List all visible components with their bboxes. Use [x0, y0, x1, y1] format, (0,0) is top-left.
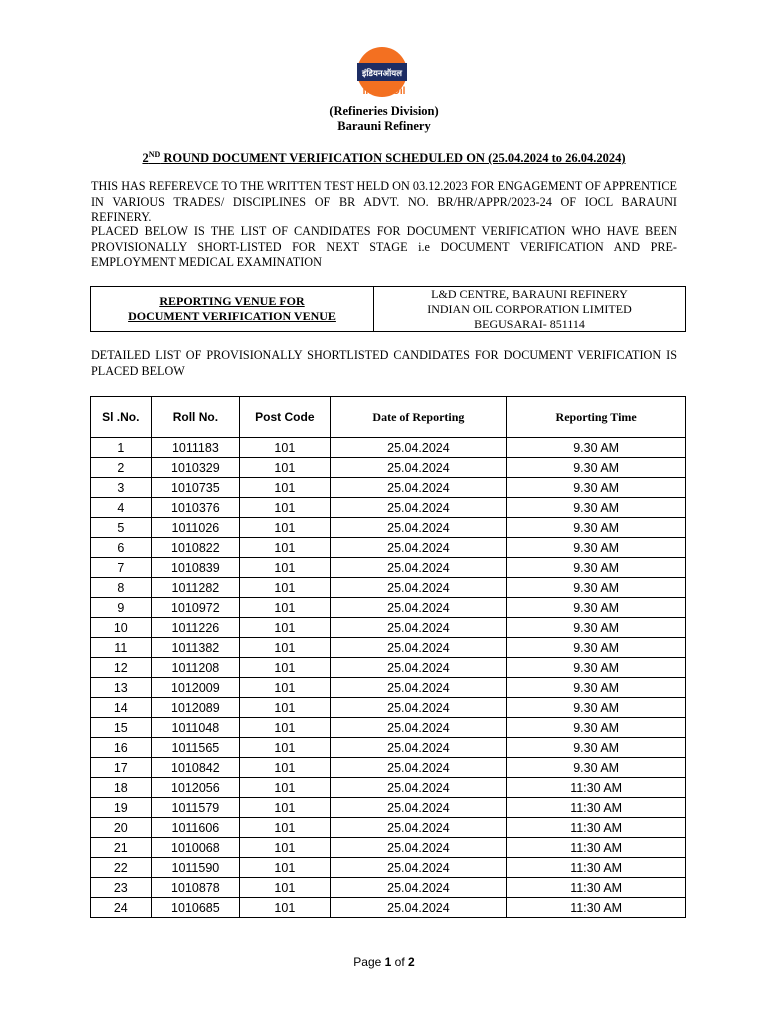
page-prefix: Page [353, 955, 385, 969]
table-row [91, 678, 686, 698]
reporting-time-cell: 9.30 AM [507, 678, 686, 698]
reporting-time-cell: 9.30 AM [507, 738, 686, 758]
table-row [91, 578, 686, 598]
table-row [91, 478, 686, 498]
table-row [91, 498, 686, 518]
roll-number-cell: 1010839 [151, 558, 240, 578]
roll-number-cell: 1012089 [151, 698, 240, 718]
post-code-cell: 101 [240, 498, 330, 518]
serial-number-cell: 23 [91, 878, 152, 898]
reporting-time-cell: 9.30 AM [507, 758, 686, 778]
roll-number-cell: 1011382 [151, 638, 240, 658]
post-code-cell: 101 [240, 818, 330, 838]
venue-label-line: DOCUMENT VERIFICATION VENUE [128, 309, 336, 323]
date-of-reporting-cell: 25.04.2024 [330, 538, 507, 558]
serial-number-cell: 20 [91, 818, 152, 838]
table-row [91, 898, 686, 918]
page-separator: of [391, 955, 409, 969]
table-row [91, 818, 686, 838]
post-code-cell: 101 [240, 738, 330, 758]
date-of-reporting-cell: 25.04.2024 [330, 758, 507, 778]
reporting-time-cell: 9.30 AM [507, 618, 686, 638]
roll-number-cell: 1010972 [151, 598, 240, 618]
reporting-time-cell: 11:30 AM [507, 858, 686, 878]
roll-number-cell: 1011606 [151, 818, 240, 838]
post-code-cell: 101 [240, 798, 330, 818]
date-of-reporting-cell: 25.04.2024 [330, 898, 507, 918]
date-of-reporting-cell: 25.04.2024 [330, 598, 507, 618]
reporting-time-cell: 9.30 AM [507, 538, 686, 558]
post-code-cell: 101 [240, 878, 330, 898]
reporting-time-cell: 11:30 AM [507, 778, 686, 798]
post-code-cell: 101 [240, 858, 330, 878]
roll-number-cell: 1011208 [151, 658, 240, 678]
roll-number-cell: 1010822 [151, 538, 240, 558]
table-row [91, 598, 686, 618]
serial-number-cell: 9 [91, 598, 152, 618]
serial-number-cell: 8 [91, 578, 152, 598]
total-pages: 2 [408, 955, 415, 969]
roll-number-cell: 1011565 [151, 738, 240, 758]
post-code-cell: 101 [240, 538, 330, 558]
date-of-reporting-cell: 25.04.2024 [330, 518, 507, 538]
reporting-time-cell: 9.30 AM [507, 578, 686, 598]
reporting-time-cell: 9.30 AM [507, 458, 686, 478]
reporting-time-cell: 11:30 AM [507, 798, 686, 818]
roll-number-cell: 1010735 [151, 478, 240, 498]
post-code-cell: 101 [240, 458, 330, 478]
roll-number-cell: 1011026 [151, 518, 240, 538]
post-code-cell: 101 [240, 678, 330, 698]
venue-label-line: REPORTING VENUE FOR [159, 294, 305, 308]
reporting-time-cell: 9.30 AM [507, 598, 686, 618]
post-code-cell: 101 [240, 658, 330, 678]
roll-number-cell: 1011590 [151, 858, 240, 878]
post-code-cell: 101 [240, 638, 330, 658]
post-code-cell: 101 [240, 598, 330, 618]
roll-number-cell: 1010329 [151, 458, 240, 478]
column-header: Roll No. [151, 397, 240, 438]
reporting-time-cell: 9.30 AM [507, 638, 686, 658]
venue-address-line: INDIAN OIL CORPORATION LIMITED [427, 301, 632, 316]
serial-number-cell: 18 [91, 778, 152, 798]
serial-number-cell: 1 [91, 438, 152, 458]
post-code-cell: 101 [240, 758, 330, 778]
column-header: Sl .No. [91, 397, 152, 438]
post-code-cell: 101 [240, 698, 330, 718]
date-of-reporting-cell: 25.04.2024 [330, 558, 507, 578]
serial-number-cell: 19 [91, 798, 152, 818]
page-number [0, 955, 768, 969]
reporting-time-cell: 11:30 AM [507, 838, 686, 858]
title-superscript: ND [148, 150, 161, 159]
column-header: Post Code [240, 397, 330, 438]
table-row [91, 558, 686, 578]
venue-address [374, 287, 685, 331]
post-code-cell: 101 [240, 778, 330, 798]
reporting-time-cell: 9.30 AM [507, 438, 686, 458]
roll-number-cell: 1012009 [151, 678, 240, 698]
date-of-reporting-cell: 25.04.2024 [330, 498, 507, 518]
serial-number-cell: 4 [91, 498, 152, 518]
date-of-reporting-cell: 25.04.2024 [330, 618, 507, 638]
roll-number-cell: 1011579 [151, 798, 240, 818]
table-row [91, 758, 686, 778]
reporting-time-cell: 9.30 AM [507, 718, 686, 738]
current-page: 1 [384, 955, 392, 969]
table-row [91, 858, 686, 878]
shortlist-paragraph: PLACED BELOW IS THE LIST OF CANDIDATES FOR DOCUMENT VERIFICATION WHO HAVE BEEN PROVISIONALLY SHORT-LISTED FOR NEXT STAGE i.e DOCUMENT VERIFICATION AND PRE-EMPLOYMENT MEDICAL EXAMINATION [91, 224, 677, 269]
roll-number-cell: 1010878 [151, 878, 240, 898]
reporting-time-cell: 9.30 AM [507, 558, 686, 578]
serial-number-cell: 6 [91, 538, 152, 558]
table-row [91, 738, 686, 758]
post-code-cell: 101 [240, 438, 330, 458]
post-code-cell: 101 [240, 838, 330, 858]
table-row [91, 878, 686, 898]
reporting-time-cell: 11:30 AM [507, 818, 686, 838]
roll-number-cell: 1012056 [151, 778, 240, 798]
venue-address-line: L&D CENTRE, BARAUNI REFINERY [431, 286, 628, 301]
roll-number-cell: 1010376 [151, 498, 240, 518]
reporting-time-cell: 9.30 AM [507, 518, 686, 538]
reporting-time-cell: 11:30 AM [507, 878, 686, 898]
post-code-cell: 101 [240, 618, 330, 638]
date-of-reporting-cell: 25.04.2024 [330, 578, 507, 598]
serial-number-cell: 15 [91, 718, 152, 738]
serial-number-cell: 11 [91, 638, 152, 658]
serial-number-cell: 22 [91, 858, 152, 878]
date-of-reporting-cell: 25.04.2024 [330, 478, 507, 498]
reporting-time-cell: 11:30 AM [507, 898, 686, 918]
refinery-heading: Barauni Refinery [337, 119, 431, 133]
roll-number-cell: 1011226 [151, 618, 240, 638]
roll-number-cell: 1010685 [151, 898, 240, 918]
roll-number-cell: 1011282 [151, 578, 240, 598]
table-row [91, 438, 686, 458]
column-header: Reporting Time [507, 397, 686, 438]
table-row [91, 718, 686, 738]
post-code-cell: 101 [240, 898, 330, 918]
table-row [91, 778, 686, 798]
post-code-cell: 101 [240, 558, 330, 578]
date-of-reporting-cell: 25.04.2024 [330, 458, 507, 478]
table-row [91, 798, 686, 818]
logo-script: इंडियनऑयल [362, 69, 402, 79]
table-row [91, 458, 686, 478]
date-of-reporting-cell: 25.04.2024 [330, 438, 507, 458]
venue-label [91, 287, 374, 331]
serial-number-cell: 14 [91, 698, 152, 718]
post-code-cell: 101 [240, 518, 330, 538]
serial-number-cell: 13 [91, 678, 152, 698]
reporting-time-cell: 9.30 AM [507, 478, 686, 498]
serial-number-cell: 7 [91, 558, 152, 578]
serial-number-cell: 17 [91, 758, 152, 778]
table-row [91, 838, 686, 858]
venue-box [90, 286, 686, 332]
brand-name: IndianOil [362, 86, 406, 97]
reporting-time-cell: 9.30 AM [507, 698, 686, 718]
venue-address-line: BEGUSARAI- 851114 [474, 316, 585, 331]
table-row [91, 658, 686, 678]
date-of-reporting-cell: 25.04.2024 [330, 718, 507, 738]
serial-number-cell: 5 [91, 518, 152, 538]
serial-number-cell: 12 [91, 658, 152, 678]
table-row [91, 618, 686, 638]
reference-paragraph: THIS HAS REFEREVCE TO THE WRITTEN TEST HELD ON 03.12.2023 FOR ENGAGEMENT OF APPRENTICE IN VARIOUS TRADES/ DISCIPLINES OF BR ADVT. NO. BR/HR/APPR/2023-24 OF IOCL BARAUNI REFINERY. [91, 179, 677, 224]
date-of-reporting-cell: 25.04.2024 [330, 638, 507, 658]
serial-number-cell: 21 [91, 838, 152, 858]
roll-number-cell: 1010842 [151, 758, 240, 778]
serial-number-cell: 10 [91, 618, 152, 638]
roll-number-cell: 1010068 [151, 838, 240, 858]
post-code-cell: 101 [240, 478, 330, 498]
date-of-reporting-cell: 25.04.2024 [330, 738, 507, 758]
post-code-cell: 101 [240, 578, 330, 598]
date-of-reporting-cell: 25.04.2024 [330, 798, 507, 818]
title-text: ROUND DOCUMENT VERIFICATION SCHEDULED ON (25.04.2024 to 26.04.2024) [160, 151, 626, 166]
division-heading: (Refineries Division) [329, 104, 439, 118]
document-title [0, 150, 768, 166]
serial-number-cell: 24 [91, 898, 152, 918]
table-row [91, 698, 686, 718]
reporting-time-cell: 9.30 AM [507, 498, 686, 518]
date-of-reporting-cell: 25.04.2024 [330, 698, 507, 718]
date-of-reporting-cell: 25.04.2024 [330, 778, 507, 798]
date-of-reporting-cell: 25.04.2024 [330, 878, 507, 898]
serial-number-cell: 3 [91, 478, 152, 498]
roll-number-cell: 1011183 [151, 438, 240, 458]
reporting-time-cell: 9.30 AM [507, 658, 686, 678]
list-intro-paragraph: DETAILED LIST OF PROVISIONALLY SHORTLISTED CANDIDATES FOR DOCUMENT VERIFICATION IS PLACED BELOW [91, 348, 677, 378]
table-row [91, 538, 686, 558]
table-row [91, 638, 686, 658]
table-header-row [91, 397, 686, 438]
title-round-number: 2 [142, 151, 149, 166]
candidates-table [90, 396, 686, 918]
table-body [91, 438, 686, 918]
serial-number-cell: 2 [91, 458, 152, 478]
date-of-reporting-cell: 25.04.2024 [330, 818, 507, 838]
date-of-reporting-cell: 25.04.2024 [330, 858, 507, 878]
table-row [91, 518, 686, 538]
date-of-reporting-cell: 25.04.2024 [330, 838, 507, 858]
roll-number-cell: 1011048 [151, 718, 240, 738]
column-header: Date of Reporting [330, 397, 507, 438]
date-of-reporting-cell: 25.04.2024 [330, 658, 507, 678]
serial-number-cell: 16 [91, 738, 152, 758]
post-code-cell: 101 [240, 718, 330, 738]
date-of-reporting-cell: 25.04.2024 [330, 678, 507, 698]
